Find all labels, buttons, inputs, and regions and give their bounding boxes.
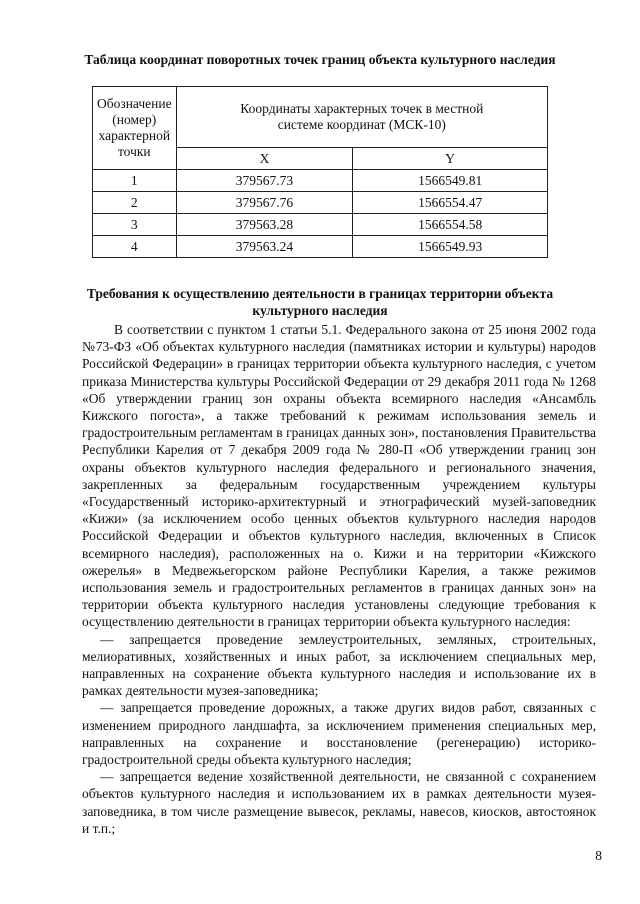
table-title: Таблица координат поворотных точек границ объекта культурного наследия bbox=[84, 52, 556, 67]
coord-y: 1566554.47 bbox=[353, 192, 548, 214]
point-number: 4 bbox=[93, 236, 177, 258]
coord-y: 1566549.93 bbox=[353, 236, 548, 258]
point-number: 2 bbox=[93, 192, 177, 214]
table-header-row bbox=[93, 87, 548, 148]
section-title: Требования к осуществлению деятельности в границах территории объекта культурного наследия bbox=[86, 286, 554, 318]
point-number: 1 bbox=[93, 170, 177, 192]
main-paragraph: В соответствии с пунктом 1 статьи 5.1. Федерального закона от 25 июня 2002 года №73-ФЗ «Об объектах культурного наследия (памятниках истории и культуры) народов Российской Федерации» в границах территории объекта культурного наследия, с учетом приказа Министерства культуры Российской Федерации от 29 декабря 2011 года № 1268 «Об утверждении границ зон охраны объекта всемирного наследия «Ансамбль Кижского погоста», а также требований к режимам использования земель и градостроительным регламентам в границах данных зон», постановления Правительства Республики Карелия от 7 декабря 2009 года № 280-П «Об утверждении границ зон охраны объектов культурного наследия федерального и регионального значения, закрепленных за федеральным государственным учреждением культуры «Государственный историко-архитектурный и этнографический музей-заповедник «Кижи» (за исключением особо ценных объектов культурного наследия народов Российской Федерации и объектов культурного наследия, включенных в Список всемирного наследия), расположенных на о. Кижи и на территории «Кижского ожерелья» в Медвежьегорском районе Республики Карелия, а также режимов использования земель и градостроительных регламентов в границах данных зон» на территории объекта культурного наследия установлены следующие требования к осуществлению деятельности в границах территории объекта культурного наследия: bbox=[82, 322, 596, 630]
header-x: X bbox=[176, 148, 353, 170]
table-row bbox=[93, 236, 548, 258]
header-designation: Обозначение (номер) характерной точки bbox=[93, 87, 177, 170]
coord-y: 1566549.81 bbox=[353, 170, 548, 192]
body-text bbox=[82, 321, 596, 837]
coord-x: 379567.76 bbox=[176, 192, 353, 214]
requirement-item: — запрещается проведение дорожных, а также других видов работ, связанных с изменением природного ландшафта, за исключением применения специальных мер, направленных на сохранение и восстановление (регенерацию) историко-градостроительной среды объекта культурного наследия; bbox=[82, 700, 596, 768]
requirement-item: — запрещается проведение землеустроительных, земляных, строительных, мелиоративных, хозяйственных и иных работ, за исключением специальных мер, направленных на сохранение объекта культурного наследия и использование их в рамках деятельности музея-заповедника; bbox=[82, 631, 596, 699]
coord-x: 379567.73 bbox=[176, 170, 353, 192]
coord-x: 379563.28 bbox=[176, 214, 353, 236]
header-coordinates: Координаты характерных точек в местной системе координат (МСК-10) bbox=[176, 87, 547, 148]
table-row bbox=[93, 192, 548, 214]
header-y: Y bbox=[353, 148, 548, 170]
requirement-item: — запрещается ведение хозяйственной деятельности, не связанной с сохранением объектов культурного наследия и использованием их в рамках деятельности музея-заповедника, в том числе размещение вывесок, рекламы, навесов, киосков, автостоянок и т.п.; bbox=[82, 769, 596, 836]
coord-y: 1566554.58 bbox=[353, 214, 548, 236]
page-number: 8 bbox=[595, 848, 602, 863]
table-row bbox=[93, 214, 548, 236]
table-row bbox=[93, 170, 548, 192]
coord-x: 379563.24 bbox=[176, 236, 353, 258]
point-number: 3 bbox=[93, 214, 177, 236]
coordinates-table bbox=[92, 86, 548, 258]
